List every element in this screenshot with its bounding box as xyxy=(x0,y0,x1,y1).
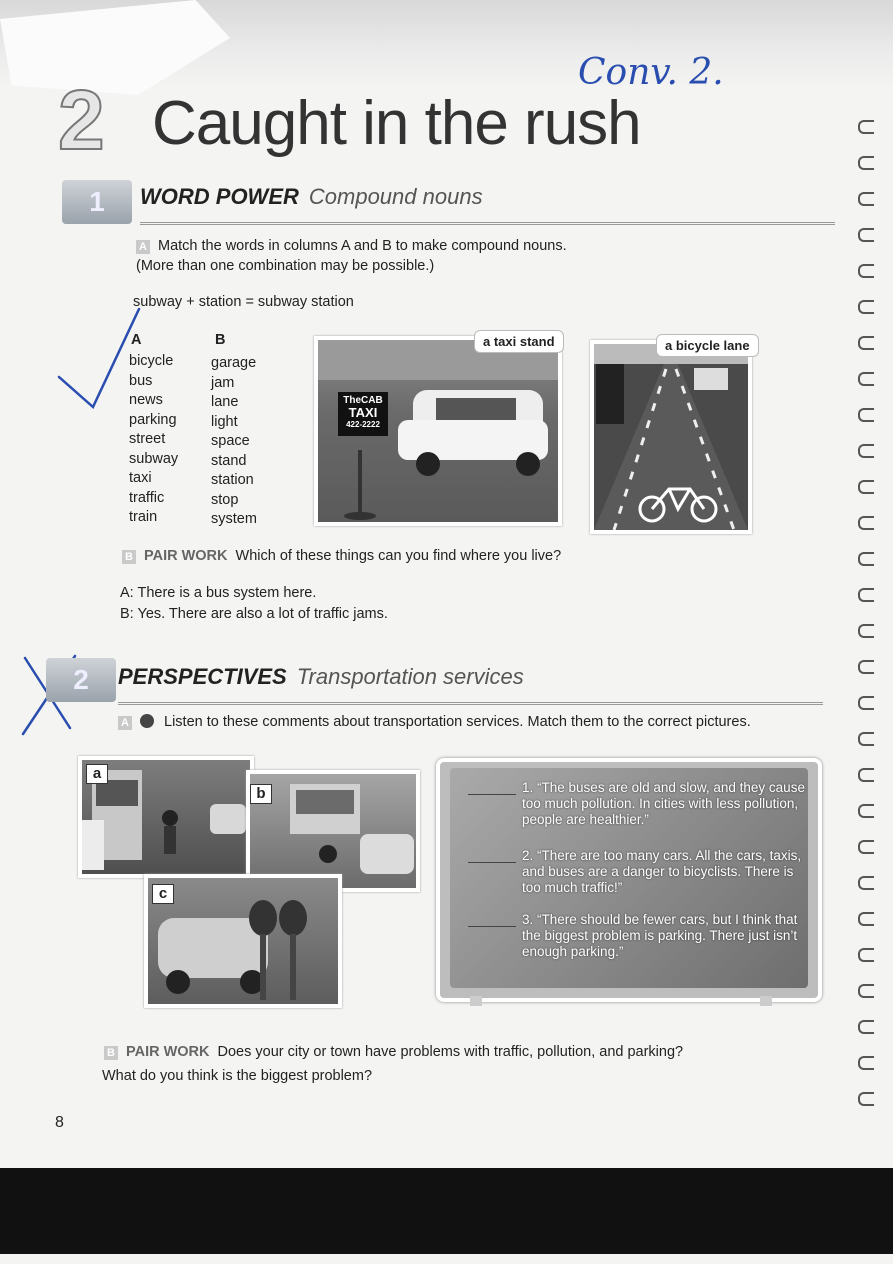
scan-bottom-band xyxy=(0,1168,893,1254)
spiral-ring xyxy=(858,804,874,818)
part-b-letter: B xyxy=(122,550,136,564)
comment-number: 1. xyxy=(522,780,534,795)
section2-subtitle: Transportation services xyxy=(296,664,524,689)
answer-blank[interactable] xyxy=(468,926,516,927)
dialogue-text: Yes. There are also a lot of traffic jams. xyxy=(137,606,388,622)
section1-rule xyxy=(140,222,835,225)
board-leg xyxy=(760,996,772,1006)
speaker: B: xyxy=(120,606,134,622)
spiral-ring xyxy=(858,552,874,566)
taxi-sign xyxy=(342,395,384,431)
picture-letter-b: b xyxy=(250,784,272,804)
bus-pollution-illustration xyxy=(250,774,416,888)
spiral-ring xyxy=(858,588,874,602)
col-a-word: bicycle xyxy=(129,353,174,369)
col-a-word: street xyxy=(129,431,166,447)
col-b-word: lane xyxy=(211,394,239,410)
section1-subtitle: Compound nouns xyxy=(308,184,483,209)
picture-letter-c: c xyxy=(152,884,174,904)
comments-board-inner xyxy=(450,768,808,988)
comment-text: “There are too many cars. All the cars, taxis, and buses are a danger to bicyclists. There is too much traffic!” xyxy=(522,848,802,895)
page-number: 8 xyxy=(55,1114,64,1131)
col-b-word: light xyxy=(211,413,238,430)
comments-board xyxy=(436,758,822,1002)
col-b-word: stand xyxy=(211,452,247,469)
col-b-word: jam xyxy=(211,374,235,391)
part-b-pair-work xyxy=(122,548,561,564)
column-a-list xyxy=(129,352,178,528)
handwritten-note: Conv. 2. xyxy=(578,52,724,93)
section2-title: PERSPECTIVES xyxy=(118,664,287,689)
dialogue-line-b xyxy=(120,606,388,622)
spiral-ring xyxy=(858,408,874,422)
section2-part-b xyxy=(104,1044,683,1060)
col-a-word: taxi xyxy=(129,470,152,486)
instruction-line1: Match the words in columns A and B to make compound nouns. xyxy=(158,238,567,254)
parking-meter-illustration xyxy=(148,878,338,1004)
col-a-word: parking xyxy=(129,411,177,428)
spiral-ring xyxy=(858,516,874,530)
col-b-word: station xyxy=(211,472,254,488)
col-b-word: system xyxy=(211,511,257,527)
part-b-letter: B xyxy=(104,1046,118,1060)
comment-number: 2. xyxy=(522,848,534,863)
spiral-ring xyxy=(858,1092,874,1106)
section2-heading xyxy=(118,664,524,690)
spiral-ring xyxy=(858,948,874,962)
column-b-list xyxy=(211,354,257,530)
audio-play-icon[interactable] xyxy=(140,714,154,728)
section-badge-1: 1 xyxy=(62,180,132,224)
photo-label-taxi-stand: a taxi stand xyxy=(474,330,564,353)
col-b-word: garage xyxy=(211,355,257,371)
example-line: subway + station = subway station xyxy=(133,294,354,310)
spiral-ring xyxy=(858,1020,874,1034)
spiral-ring xyxy=(858,876,874,890)
taxi-sign-line: TheCAB xyxy=(343,395,383,406)
pair-work-question: Which of these things can you find where you live? xyxy=(235,548,562,564)
column-a-header: A xyxy=(131,332,142,348)
bicycle-lane-illustration xyxy=(594,344,748,530)
col-a-word: news xyxy=(129,392,163,408)
pair-work-label: PAIR WORK xyxy=(126,1044,210,1060)
listen-instruction: Listen to these comments about transportation services. Match them to the correct pictures. xyxy=(164,714,751,730)
answer-blank[interactable] xyxy=(468,862,516,863)
dialogue-line-a xyxy=(120,585,316,601)
spiral-ring xyxy=(858,696,874,710)
spiral-binding xyxy=(848,120,878,1130)
page-title: Caught in the rush xyxy=(152,89,641,158)
comment-2 xyxy=(522,848,806,896)
spiral-ring xyxy=(858,984,874,998)
answer-blank[interactable] xyxy=(468,794,516,795)
instruction-line2: (More than one combination may be possible.) xyxy=(136,258,435,274)
spiral-ring xyxy=(858,120,874,134)
spiral-ring xyxy=(858,1056,874,1070)
col-a-word: train xyxy=(129,509,158,525)
col-b-word: stop xyxy=(211,491,239,508)
section2-rule xyxy=(118,702,823,705)
spiral-ring xyxy=(858,660,874,674)
board-leg xyxy=(470,996,482,1006)
taxi-sign-line: TAXI xyxy=(348,405,378,420)
section1-heading xyxy=(140,184,483,210)
spiral-ring xyxy=(858,156,874,170)
part-a-letter: A xyxy=(136,240,150,254)
picture-letter-a: a xyxy=(86,764,108,784)
pair-work-question: Does your city or town have problems with traffic, pollution, and parking? xyxy=(217,1044,684,1060)
col-b-word: space xyxy=(211,433,250,449)
spiral-ring xyxy=(858,192,874,206)
col-a-word: subway xyxy=(129,450,179,467)
section-badge-2: 2 xyxy=(46,658,116,702)
comment-text: “The buses are old and slow, and they cause too much pollution. In cities with less pollution, people are healthier.” xyxy=(522,780,805,827)
spiral-ring xyxy=(858,444,874,458)
spiral-ring xyxy=(858,912,874,926)
bicycle-lane-photo xyxy=(590,340,752,534)
comment-1 xyxy=(522,780,806,828)
comment-number: 3. xyxy=(522,912,534,927)
taxi-stand-photo xyxy=(314,336,562,526)
col-a-word: bus xyxy=(129,372,153,389)
photo-label-bicycle-lane: a bicycle lane xyxy=(656,334,759,357)
comment-text: “There should be fewer cars, but I think that the biggest problem is parking. There just isn’t enough parking.” xyxy=(522,912,798,959)
section1-title: WORD POWER xyxy=(140,184,299,209)
spiral-ring xyxy=(858,372,874,386)
pair-work-label: PAIR WORK xyxy=(144,548,228,564)
pair-work-question-line2: What do you think is the biggest problem? xyxy=(102,1068,373,1084)
column-b-header: B xyxy=(215,332,226,348)
spiral-ring xyxy=(858,300,874,314)
spiral-ring xyxy=(858,228,874,242)
unit-number: 2 xyxy=(58,73,105,167)
taxi-sign-line: 422-2222 xyxy=(346,420,380,429)
spiral-ring xyxy=(858,480,874,494)
col-a-word: traffic xyxy=(129,489,165,506)
speaker: A: xyxy=(120,585,134,601)
taxi-illustration xyxy=(318,340,558,522)
spiral-ring xyxy=(858,336,874,350)
spiral-ring xyxy=(858,264,874,278)
spiral-ring xyxy=(858,732,874,746)
part-a-letter: A xyxy=(118,716,132,730)
section2-part-a-instruction xyxy=(118,714,751,730)
part-a-instruction xyxy=(136,238,567,254)
comment-3 xyxy=(522,912,806,960)
dialogue-text: There is a bus system here. xyxy=(137,585,317,601)
spiral-ring xyxy=(858,768,874,782)
spiral-ring xyxy=(858,840,874,854)
spiral-ring xyxy=(858,624,874,638)
